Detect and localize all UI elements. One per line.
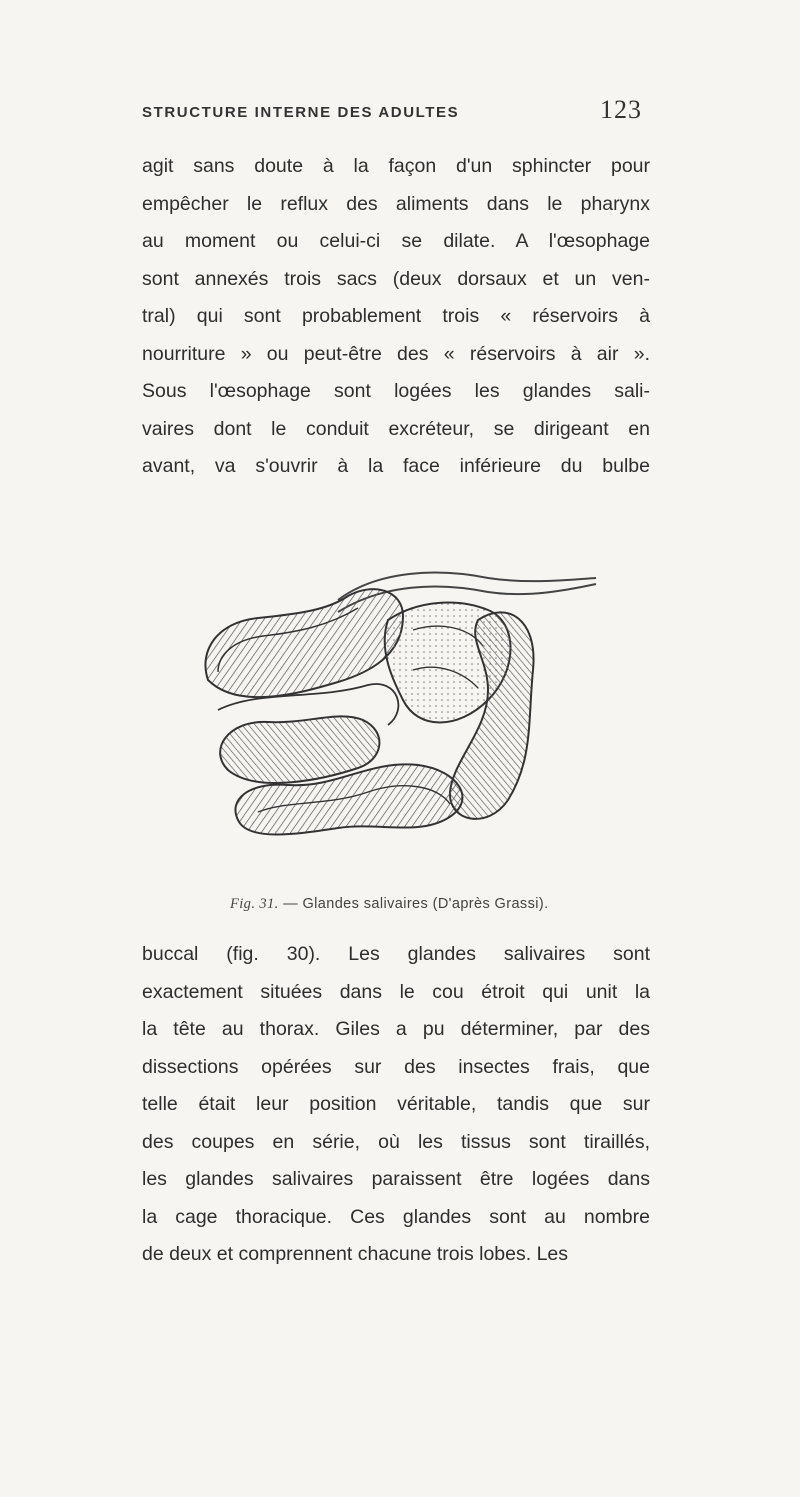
text-line: buccal (fig. 30). Les glandes salivaires sont — [142, 943, 650, 965]
figure-caption-text: — Glandes salivaires (D'après Grassi). — [283, 896, 549, 912]
figure-number: Fig. 31. — [230, 896, 279, 912]
paragraph-2 — [142, 936, 650, 1274]
text-line: de deux et comprennent chacune trois lobes. Les — [142, 1243, 569, 1265]
page-header — [142, 95, 642, 131]
text-line: vaires dont le conduit excréteur, se dirigeant en — [142, 417, 650, 440]
text-line: sont annexés trois sacs (deux dorsaux et un ven- — [142, 267, 650, 290]
text-line: agit sans doute à la façon d'un sphincter pour — [142, 155, 650, 177]
text-line: avant, va s'ouvrir à la face inférieure du bulbe — [142, 455, 650, 477]
text-line: des coupes en série, où les tissus sont tiraillés, — [142, 1130, 650, 1153]
salivary-glands-illustration — [188, 560, 608, 842]
page-number: 123 — [600, 95, 642, 124]
running-head: STRUCTURE INTERNE DES ADULTES — [142, 104, 460, 121]
text-line: les glandes salivaires paraissent être logées dans — [142, 1168, 650, 1190]
salivary-glands-drawing — [188, 560, 608, 842]
paragraph-1 — [142, 148, 650, 486]
text-line: la cage thoracique. Ces glandes sont au nombre — [142, 1205, 650, 1228]
text-line: tral) qui sont probablement trois « réservoirs à — [142, 305, 650, 327]
text-line: exactement situées dans le cou étroit qui unit la — [142, 980, 650, 1003]
figure-caption — [230, 896, 650, 913]
text-line: dissections opérées sur des insectes frais, que — [142, 1055, 650, 1078]
text-line: la tête au thorax. Giles a pu déterminer, par des — [142, 1018, 650, 1040]
text-line: Sous l'œsophage sont logées les glandes sali- — [142, 380, 650, 402]
text-line: nourriture » ou peut-être des « réservoirs à air ». — [142, 342, 650, 365]
text-line: empêcher le reflux des aliments dans le pharynx — [142, 192, 650, 215]
text-line: telle était leur position véritable, tandis que sur — [142, 1093, 650, 1115]
text-line: au moment ou celui-ci se dilate. A l'œsophage — [142, 230, 650, 252]
